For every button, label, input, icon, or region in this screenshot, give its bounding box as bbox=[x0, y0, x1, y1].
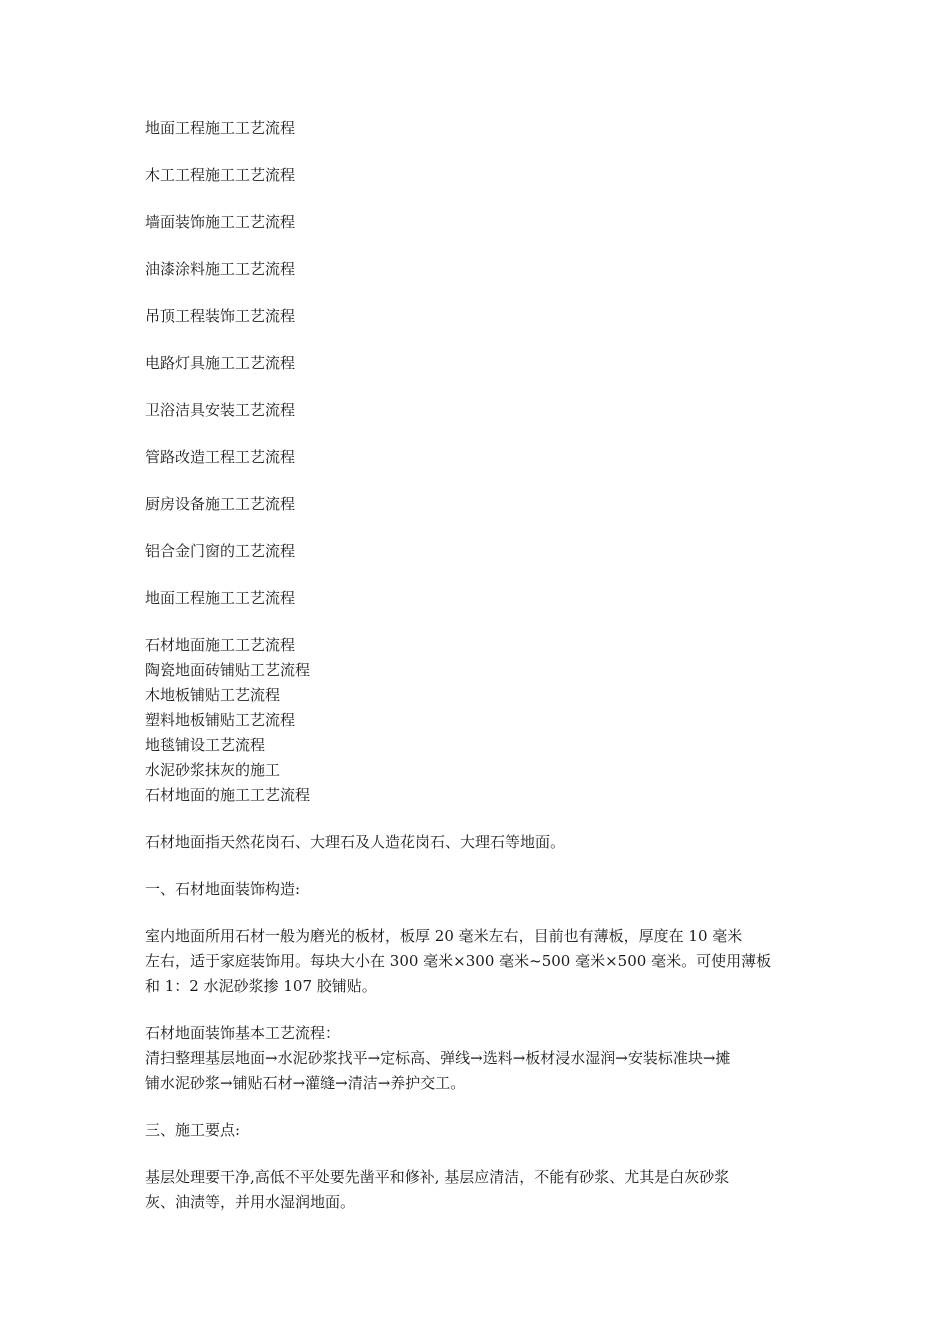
intro-paragraph: 石材地面指天然花岗石、大理石及人造花岗石、大理石等地面。 bbox=[145, 833, 566, 851]
sub-list-item: 石材地面的施工工艺流程 bbox=[145, 786, 311, 804]
body-line: 和 1：2 水泥砂浆掺 107 胶铺贴。 bbox=[145, 977, 377, 995]
section3-body bbox=[145, 1165, 810, 1215]
toc-item: 厨房设备施工工艺流程 bbox=[145, 495, 296, 513]
toc-item: 管路改造工程工艺流程 bbox=[145, 448, 296, 466]
toc-list bbox=[145, 116, 810, 611]
sub-list-item: 石材地面施工工艺流程 bbox=[145, 636, 296, 654]
document-page bbox=[145, 116, 810, 1237]
flow-line: 铺水泥砂浆→铺贴石材→灌缝→清洁→养护交工。 bbox=[145, 1074, 466, 1092]
sub-list-item: 陶瓷地面砖铺贴工艺流程 bbox=[145, 661, 311, 679]
sub-list-item: 木地板铺贴工艺流程 bbox=[145, 686, 281, 704]
flow-block bbox=[145, 1021, 810, 1096]
sub-list-item: 塑料地板铺贴工艺流程 bbox=[145, 711, 296, 729]
flow-heading: 石材地面装饰基本工艺流程： bbox=[145, 1024, 341, 1042]
toc-item: 木工工程施工工艺流程 bbox=[145, 166, 296, 184]
toc-item: 油漆涂料施工工艺流程 bbox=[145, 260, 296, 278]
content bbox=[145, 830, 810, 1215]
toc-item: 地面工程施工工艺流程 bbox=[145, 119, 296, 137]
toc-item: 卫浴洁具安装工艺流程 bbox=[145, 401, 296, 419]
sub-list bbox=[145, 633, 810, 808]
section3-heading: 三、施工要点: bbox=[145, 1121, 241, 1139]
toc-item: 铝合金门窗的工艺流程 bbox=[145, 542, 296, 560]
body-line: 基层处理要干净,高低不平处要先凿平和修补, 基层应清洁，不能有砂浆、尤其是白灰砂浆 bbox=[145, 1168, 730, 1186]
flow-line: 清扫整理基层地面→水泥砂浆找平→定标高、弹线→选料→板材浸水湿润→安装标准块→摊 bbox=[145, 1049, 731, 1067]
body-line: 室内地面所用石材一般为磨光的板材，板厚 20 毫米左右，目前也有薄板，厚度在 10 毫米 bbox=[145, 927, 743, 945]
section1-body bbox=[145, 924, 810, 999]
toc-item: 墙面装饰施工工艺流程 bbox=[145, 213, 296, 231]
sub-list-item: 地毯铺设工艺流程 bbox=[145, 736, 266, 754]
toc-item: 吊顶工程装饰工艺流程 bbox=[145, 307, 296, 325]
toc-item: 地面工程施工工艺流程 bbox=[145, 589, 296, 607]
body-line: 左右，适于家庭装饰用。每块大小在 300 毫米×300 毫米~500 毫米×500 毫米。可使用薄板 bbox=[145, 952, 772, 970]
body-line: 灰、油渍等，并用水湿润地面。 bbox=[145, 1193, 356, 1211]
sub-list-item: 水泥砂浆抹灰的施工 bbox=[145, 761, 281, 779]
toc-item: 电路灯具施工工艺流程 bbox=[145, 354, 296, 372]
section1-heading: 一、石材地面装饰构造: bbox=[145, 880, 301, 898]
